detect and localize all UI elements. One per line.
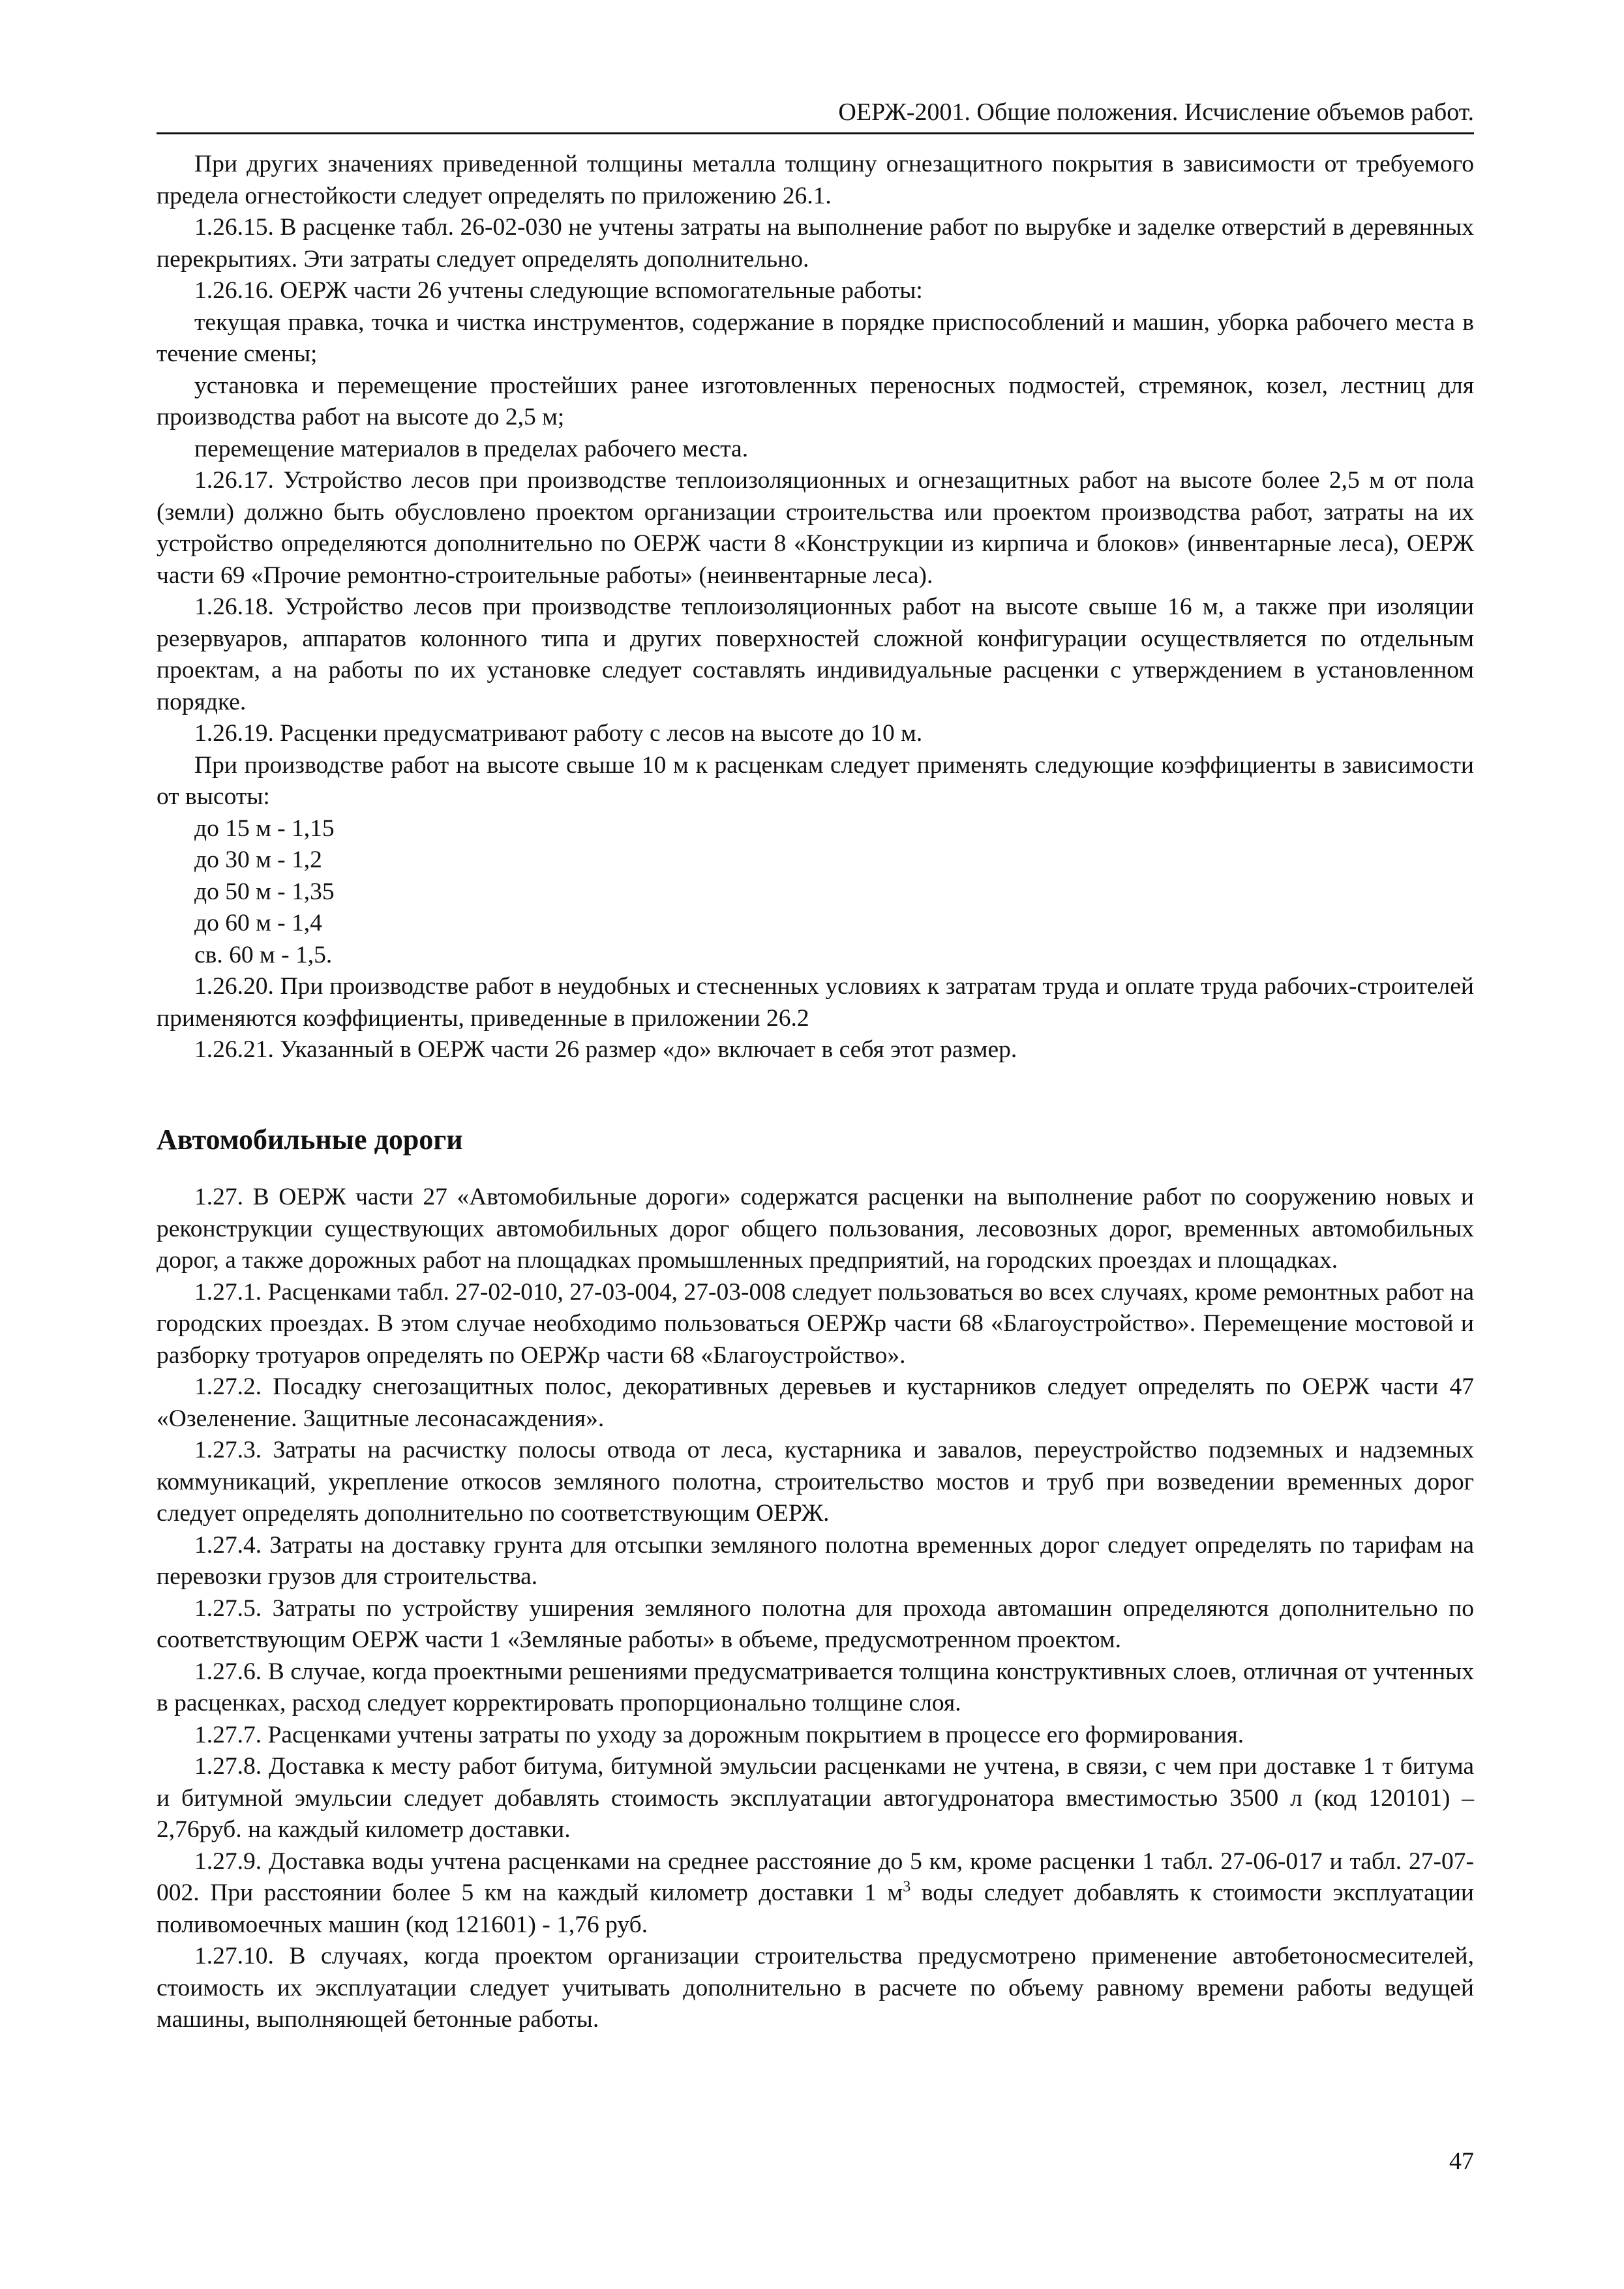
height-coefficient-item: до 30 м - 1,2 xyxy=(194,846,322,873)
paragraph-1-27: 1.27. В ОЕРЖ части 27 «Автомобильные дороги» содержатся расценки на выполнение работ по сооружению новых и реконструкции существующих автомобильных дорог общего пользования, лесовозных дорог, временных автомобильных дорог, а также дорожных работ на площадках промышленных предприятий, на городских проездах и площадках. xyxy=(157,1184,1474,1274)
paragraph-1-27-9 xyxy=(157,1846,1474,1941)
paragraph-1-26-15: 1.26.15. В расценке табл. 26-02-030 не учтены затраты на выполнение работ по вырубке и заделке отверстий в деревянных перекрытиях. Эти затраты следует определять дополнительно. xyxy=(157,214,1474,273)
paragraph-1-26-21: 1.26.21. Указанный в ОЕРЖ части 26 размер «до» включает в себя этот размер. xyxy=(194,1036,1017,1063)
paragraph-1-27-9-part-a: 1.27.9. Доставка воды учтена расценками на среднее расстояние до 5 км, кроме расценки 1 табл. 27-06-017 и табл. 27-07-002. При расстоянии более 5 км на каждый километр доставки 1 м xyxy=(157,1848,1474,1906)
paragraph-1-26-18: 1.26.18. Устройство лесов при производстве теплоизоляционных работ на высоте свыше 16 м, а также при изоляции резервуаров, аппаратов колонного типа и других поверхностей сложной конфигурации осуществляется по отдельным проектам, а на работы по их установке следует составлять индивидуальные расценки с утверждением в установленном порядке. xyxy=(157,593,1474,715)
paragraph-1-27-6: 1.27.6. В случае, когда проектными решениями предусматривается толщина конструктивных слоев, отличная от учтенных в расценках, расход следует корректировать пропорционально толщине слоя. xyxy=(157,1658,1474,1716)
height-coefficient-item: до 60 м - 1,4 xyxy=(194,910,322,936)
list-item: установка и перемещение простейших ранее изготовленных переносных подмостей, стремянок, козел, лестниц для производства работ на высоте до 2,5 м; xyxy=(157,372,1474,430)
section-heading: Автомобильные дороги xyxy=(157,1124,463,1156)
paragraph-1-27-5: 1.27.5. Затраты по устройству уширения земляного полотна для прохода автомашин определяются дополнительно по соответствующим ОЕРЖ части 1 «Земляные работы» в объеме, предусмотренном проектом. xyxy=(157,1594,1474,1653)
height-coefficient-item: до 15 м - 1,15 xyxy=(194,815,335,842)
list-item: текущая правка, точка и чистка инструментов, содержание в порядке приспособлений и машин, уборка рабочего места в течение смены; xyxy=(157,308,1474,367)
paragraph-1-26-20: 1.26.20. При производстве работ в неудобных и стесненных условиях к затратам труда и оплате труда рабочих-строителей применяются коэффициенты, приведенные в приложении 26.2 xyxy=(157,973,1474,1032)
paragraph-1-27-4: 1.27.4. Затраты на доставку грунта для отсыпки земляного полотна временных дорог следует определять по тарифам на перевозки грузов для строительства. xyxy=(157,1531,1474,1590)
section-27-text xyxy=(157,1182,1474,2036)
paragraph-1-27-8: 1.27.8. Доставка к месту работ битума, битумной эмульсии расценками не учтена, в связи, с чем при доставке 1 т битума и битумной эмульсии следует добавлять стоимость эксплуатации автогудронатора вместимостью 3500 л (код 120101) – 2,76руб. на каждый километр доставки. xyxy=(157,1753,1474,1843)
height-coefficient-item: св. 60 м - 1,5. xyxy=(194,941,333,968)
running-header: ОЕРЖ-2001. Общие положения. Исчисление объемов работ. xyxy=(838,98,1474,126)
paragraph-1-26-19: 1.26.19. Расценки предусматривают работу с лесов на высоте до 10 м. xyxy=(194,720,923,747)
paragraph-1-27-10: 1.27.10. В случаях, когда проектом организации строительства предусмотрено применение автобетоносмесителей, стоимость их эксплуатации следует учитывать дополнительно в расчете по объему равному времени работы ведущей машины, выполняющей бетонные работы. xyxy=(157,1943,1474,2033)
paragraph: При производстве работ на высоте свыше 10 м к расценкам следует применять следующие коэффициенты в зависимости от высоты: xyxy=(157,751,1474,810)
paragraph: При других значениях приведенной толщины металла толщину огнезащитного покрытия в зависимости от требуемого предела огнестойкости следует определять по приложению 26.1. xyxy=(157,151,1474,209)
paragraph-1-27-7: 1.27.7. Расценками учтены затраты по уходу за дорожным покрытием в процессе его формирования. xyxy=(194,1721,1244,1748)
header-rule xyxy=(157,132,1474,134)
paragraph-1-27-1: 1.27.1. Расценками табл. 27-02-010, 27-03-004, 27-03-008 следует пользоваться во всех случаях, кроме ремонтных работ на городских проездах. В этом случае необходимо пользоваться ОЕРЖр части 68 «Благоустройство». Перемещение мостовой и разборку тротуаров определять по ОЕРЖр части 68 «Благоустройство». xyxy=(157,1278,1474,1369)
paragraph-1-26-16: 1.26.16. ОЕРЖ части 26 учтены следующие вспомогательные работы: xyxy=(194,277,923,304)
list-item: перемещение материалов в пределах рабочего места. xyxy=(194,435,749,462)
paragraph-1-27-9-part-b: воды следует добавлять к стоимости эксплуатации поливомоечных машин (код 121601) - 1,76 руб. xyxy=(157,1879,1474,1938)
section-27-heading-block xyxy=(157,1123,1474,1157)
superscript-cubic: 3 xyxy=(903,1878,911,1896)
paragraph-1-27-3: 1.27.3. Затраты на расчистку полосы отвода от леса, кустарника и завалов, переустройство подземных и надземных коммуникаций, укрепление откосов земляного полотна, строительство мостов и труб при возведении временных дорог следует определять дополнительно по соответствующим ОЕРЖ. xyxy=(157,1437,1474,1527)
section-26-text xyxy=(157,149,1474,1066)
page-number: 47 xyxy=(1449,2147,1474,2175)
height-coefficient-item: до 50 м - 1,35 xyxy=(194,878,335,905)
paragraph-1-26-17: 1.26.17. Устройство лесов при производстве теплоизоляционных и огнезащитных работ на высоте более 2,5 м от пола (земли) должно быть обусловлено проектом организации строительства или проектом производства работ, затраты на их устройство определяются дополнительно по ОЕРЖ части 8 «Конструкции из кирпича и блоков» (инвентарные леса), ОЕРЖ части 69 «Прочие ремонтно-строительные работы» (неинвентарные леса). xyxy=(157,467,1474,589)
paragraph-1-27-2: 1.27.2. Посадку снегозащитных полос, декоративных деревьев и кустарников следует определять по ОЕРЖ части 47 «Озеленение. Защитные лесонасаждения». xyxy=(157,1373,1474,1432)
